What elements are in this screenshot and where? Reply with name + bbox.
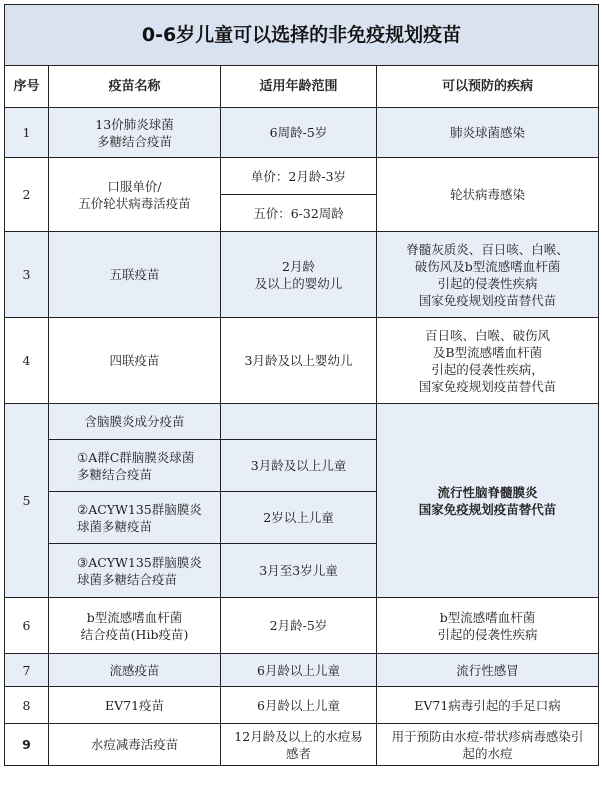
row-no: 6 xyxy=(5,598,49,654)
header-age: 适用年龄范围 xyxy=(221,66,377,108)
disease: 脊髓灰质炎、百日咳、白喉、 破伤风及b型流感嗜血杆菌 引起的侵袭性疾病 国家免疫规划疫苗替代苗 xyxy=(377,232,599,318)
disease: 肺炎球菌感染 xyxy=(377,108,599,158)
age-range: 3月至3岁儿童 xyxy=(221,544,377,598)
vaccine-name: 13价肺炎球菌 多糖结合疫苗 xyxy=(49,108,221,158)
disease: 用于预防由水痘-带状疹病毒感染引 起的水痘 xyxy=(377,724,599,766)
vaccine-subname: ②ACYW135群脑膜炎 球菌多糖疫苗 xyxy=(49,492,221,544)
disease: EV71病毒引起的手足口病 xyxy=(377,687,599,724)
vaccine-name: 五联疫苗 xyxy=(49,232,221,318)
row-no: 9 xyxy=(5,724,49,766)
vaccine-name: 水痘减毒活疫苗 xyxy=(49,724,221,766)
vaccine-subname: ①A群C群脑膜炎球菌 多糖结合疫苗 xyxy=(49,440,221,492)
row-no: 8 xyxy=(5,687,49,724)
table-row xyxy=(5,687,599,724)
age-range-empty xyxy=(221,404,377,440)
table-row xyxy=(5,232,599,318)
table-row xyxy=(5,158,599,195)
age-range: 6周龄-5岁 xyxy=(221,108,377,158)
row-no: 2 xyxy=(5,158,49,232)
disease: 轮状病毒感染 xyxy=(377,158,599,232)
header-no: 序号 xyxy=(5,66,49,108)
age-range: 3月龄及以上婴幼儿 xyxy=(221,318,377,404)
age-range-single: 单价：2月龄-3岁 xyxy=(221,158,377,195)
vaccine-subname: ③ACYW135群脑膜炎 球菌多糖结合疫苗 xyxy=(49,544,221,598)
vaccine-table xyxy=(4,4,599,766)
table-row xyxy=(5,108,599,158)
vaccine-name: 流感疫苗 xyxy=(49,654,221,687)
age-range: 3月龄及以上儿童 xyxy=(221,440,377,492)
row-no: 3 xyxy=(5,232,49,318)
vaccine-name: b型流感嗜血杆菌 结合疫苗(Hib疫苗) xyxy=(49,598,221,654)
age-range-penta: 五价：6-32周龄 xyxy=(221,195,377,232)
table-row xyxy=(5,318,599,404)
age-range: 2月龄-5岁 xyxy=(221,598,377,654)
table-row xyxy=(5,598,599,654)
table-row xyxy=(5,654,599,687)
row-no: 5 xyxy=(5,404,49,598)
row-no: 1 xyxy=(5,108,49,158)
disease: b型流感嗜血杆菌 引起的侵袭性疾病 xyxy=(377,598,599,654)
disease: 流行性脑脊髓膜炎 国家免疫规划疫苗替代苗 xyxy=(377,404,599,598)
table-row xyxy=(5,404,599,440)
header-name: 疫苗名称 xyxy=(49,66,221,108)
vaccine-name: EV71疫苗 xyxy=(49,687,221,724)
vaccine-group-name: 含脑膜炎成分疫苗 xyxy=(49,404,221,440)
age-range: 2月龄 及以上的婴幼儿 xyxy=(221,232,377,318)
vaccine-name: 四联疫苗 xyxy=(49,318,221,404)
row-no: 4 xyxy=(5,318,49,404)
table-title: 0-6岁儿童可以选择的非免疫规划疫苗 xyxy=(5,5,599,66)
header-disease: 可以预防的疾病 xyxy=(377,66,599,108)
disease: 百日咳、白喉、破伤风 及B型流感嗜血杆菌 引起的侵袭性疾病， 国家免疫规划疫苗替代苗 xyxy=(377,318,599,404)
age-range: 6月龄以上儿童 xyxy=(221,687,377,724)
table-row xyxy=(5,724,599,766)
age-range: 2岁以上儿童 xyxy=(221,492,377,544)
disease: 流行性感冒 xyxy=(377,654,599,687)
vaccine-name: 口服单价/ 五价轮状病毒活疫苗 xyxy=(49,158,221,232)
age-range: 12月龄及以上的水痘易 感者 xyxy=(221,724,377,766)
row-no: 7 xyxy=(5,654,49,687)
age-range: 6月龄以上儿童 xyxy=(221,654,377,687)
